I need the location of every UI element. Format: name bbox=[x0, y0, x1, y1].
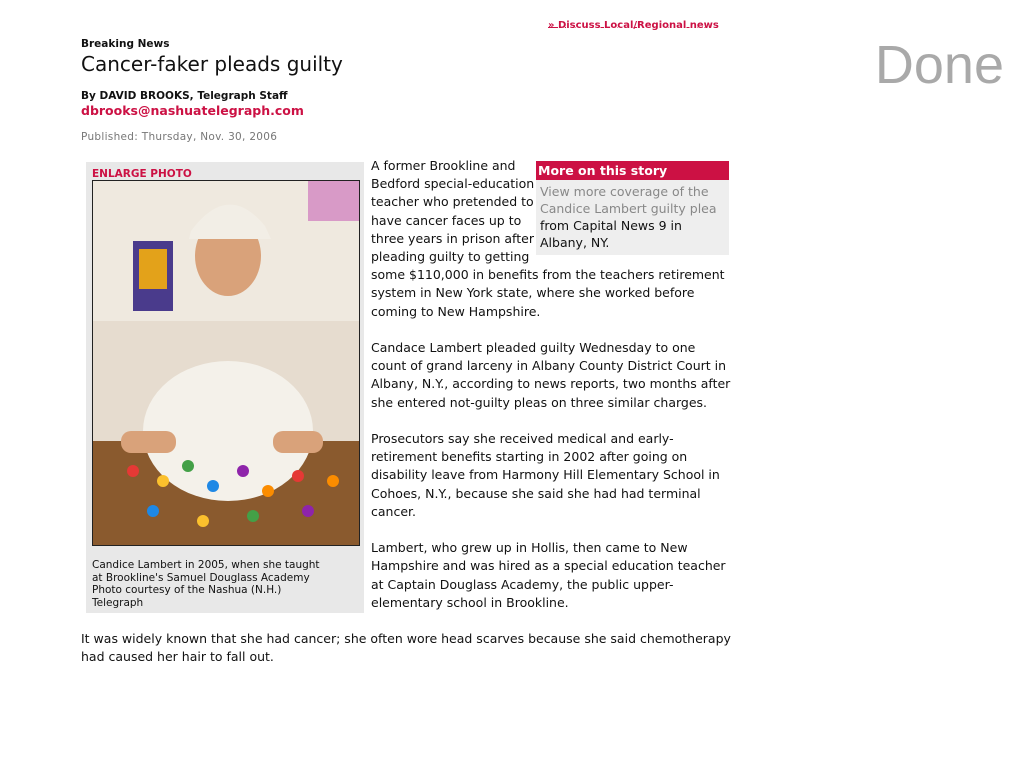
discuss-news-link[interactable]: » Discuss Local/Regional news bbox=[548, 20, 719, 30]
photo-box bbox=[86, 162, 364, 613]
coverage-link[interactable]: View more coverage of the Candice Lambert guilty plea bbox=[540, 184, 717, 216]
article-byline: By DAVID BROOKS, Telegraph Staff bbox=[81, 90, 288, 102]
article-photo[interactable] bbox=[92, 180, 360, 546]
more-on-story-body bbox=[536, 180, 729, 251]
article-paragraph: Prosecutors say she received medical and early-retirement benefits starting in 2002 after going on disability leave from Harmony Hill Elementary School in Cohoes, N.Y., because she said she had had terminal cancer. bbox=[371, 431, 720, 519]
article-paragraph: Candace Lambert pleaded guilty Wednesday to one count of grand larceny in Albany County District Court in Albany, N.Y., according to news reports, two months after she entered not-guilty pleas on three similar charges. bbox=[371, 340, 731, 410]
article-paragraph: Lambert, who grew up in Hollis, then came to New Hampshire and was hired as a special education teacher at Captain Douglass Academy, the public upper-elementary school in Brookline. bbox=[371, 540, 726, 610]
article-paragraph: A former Brookline and Bedford special-education teacher who pretended to have cancer faces up to three years in prison after pleading guilty to getting some $110,000 in benefits from the teachers retirement system in New York state, where she worked before coming to New Hampshire. bbox=[371, 158, 725, 319]
coverage-source-text: from Capital News 9 in Albany, NY. bbox=[540, 218, 682, 250]
more-on-story-title: More on this story bbox=[536, 161, 729, 180]
more-on-story-box bbox=[536, 161, 729, 255]
article-paragraph: It was widely known that she had cancer; she often wore head scarves because she said chemotherapy had caused her hair to fall out. bbox=[81, 631, 731, 665]
article-headline: Cancer-faker pleads guilty bbox=[81, 52, 343, 76]
done-overlay-label: Done bbox=[874, 35, 1004, 95]
photo-caption: Candice Lambert in 2005, when she taught at Brookline's Samuel Douglass Academy Photo courtesy of the Nashua (N.H.) Telegraph bbox=[92, 559, 320, 609]
enlarge-photo-link[interactable]: ENLARGE PHOTO bbox=[92, 168, 192, 180]
author-email-link[interactable]: dbrooks@nashuatelegraph.com bbox=[81, 103, 304, 118]
teacher-photo-illustration bbox=[93, 181, 359, 545]
section-kicker: Breaking News bbox=[81, 38, 170, 50]
publish-date: Published: Thursday, Nov. 30, 2006 bbox=[81, 131, 278, 143]
